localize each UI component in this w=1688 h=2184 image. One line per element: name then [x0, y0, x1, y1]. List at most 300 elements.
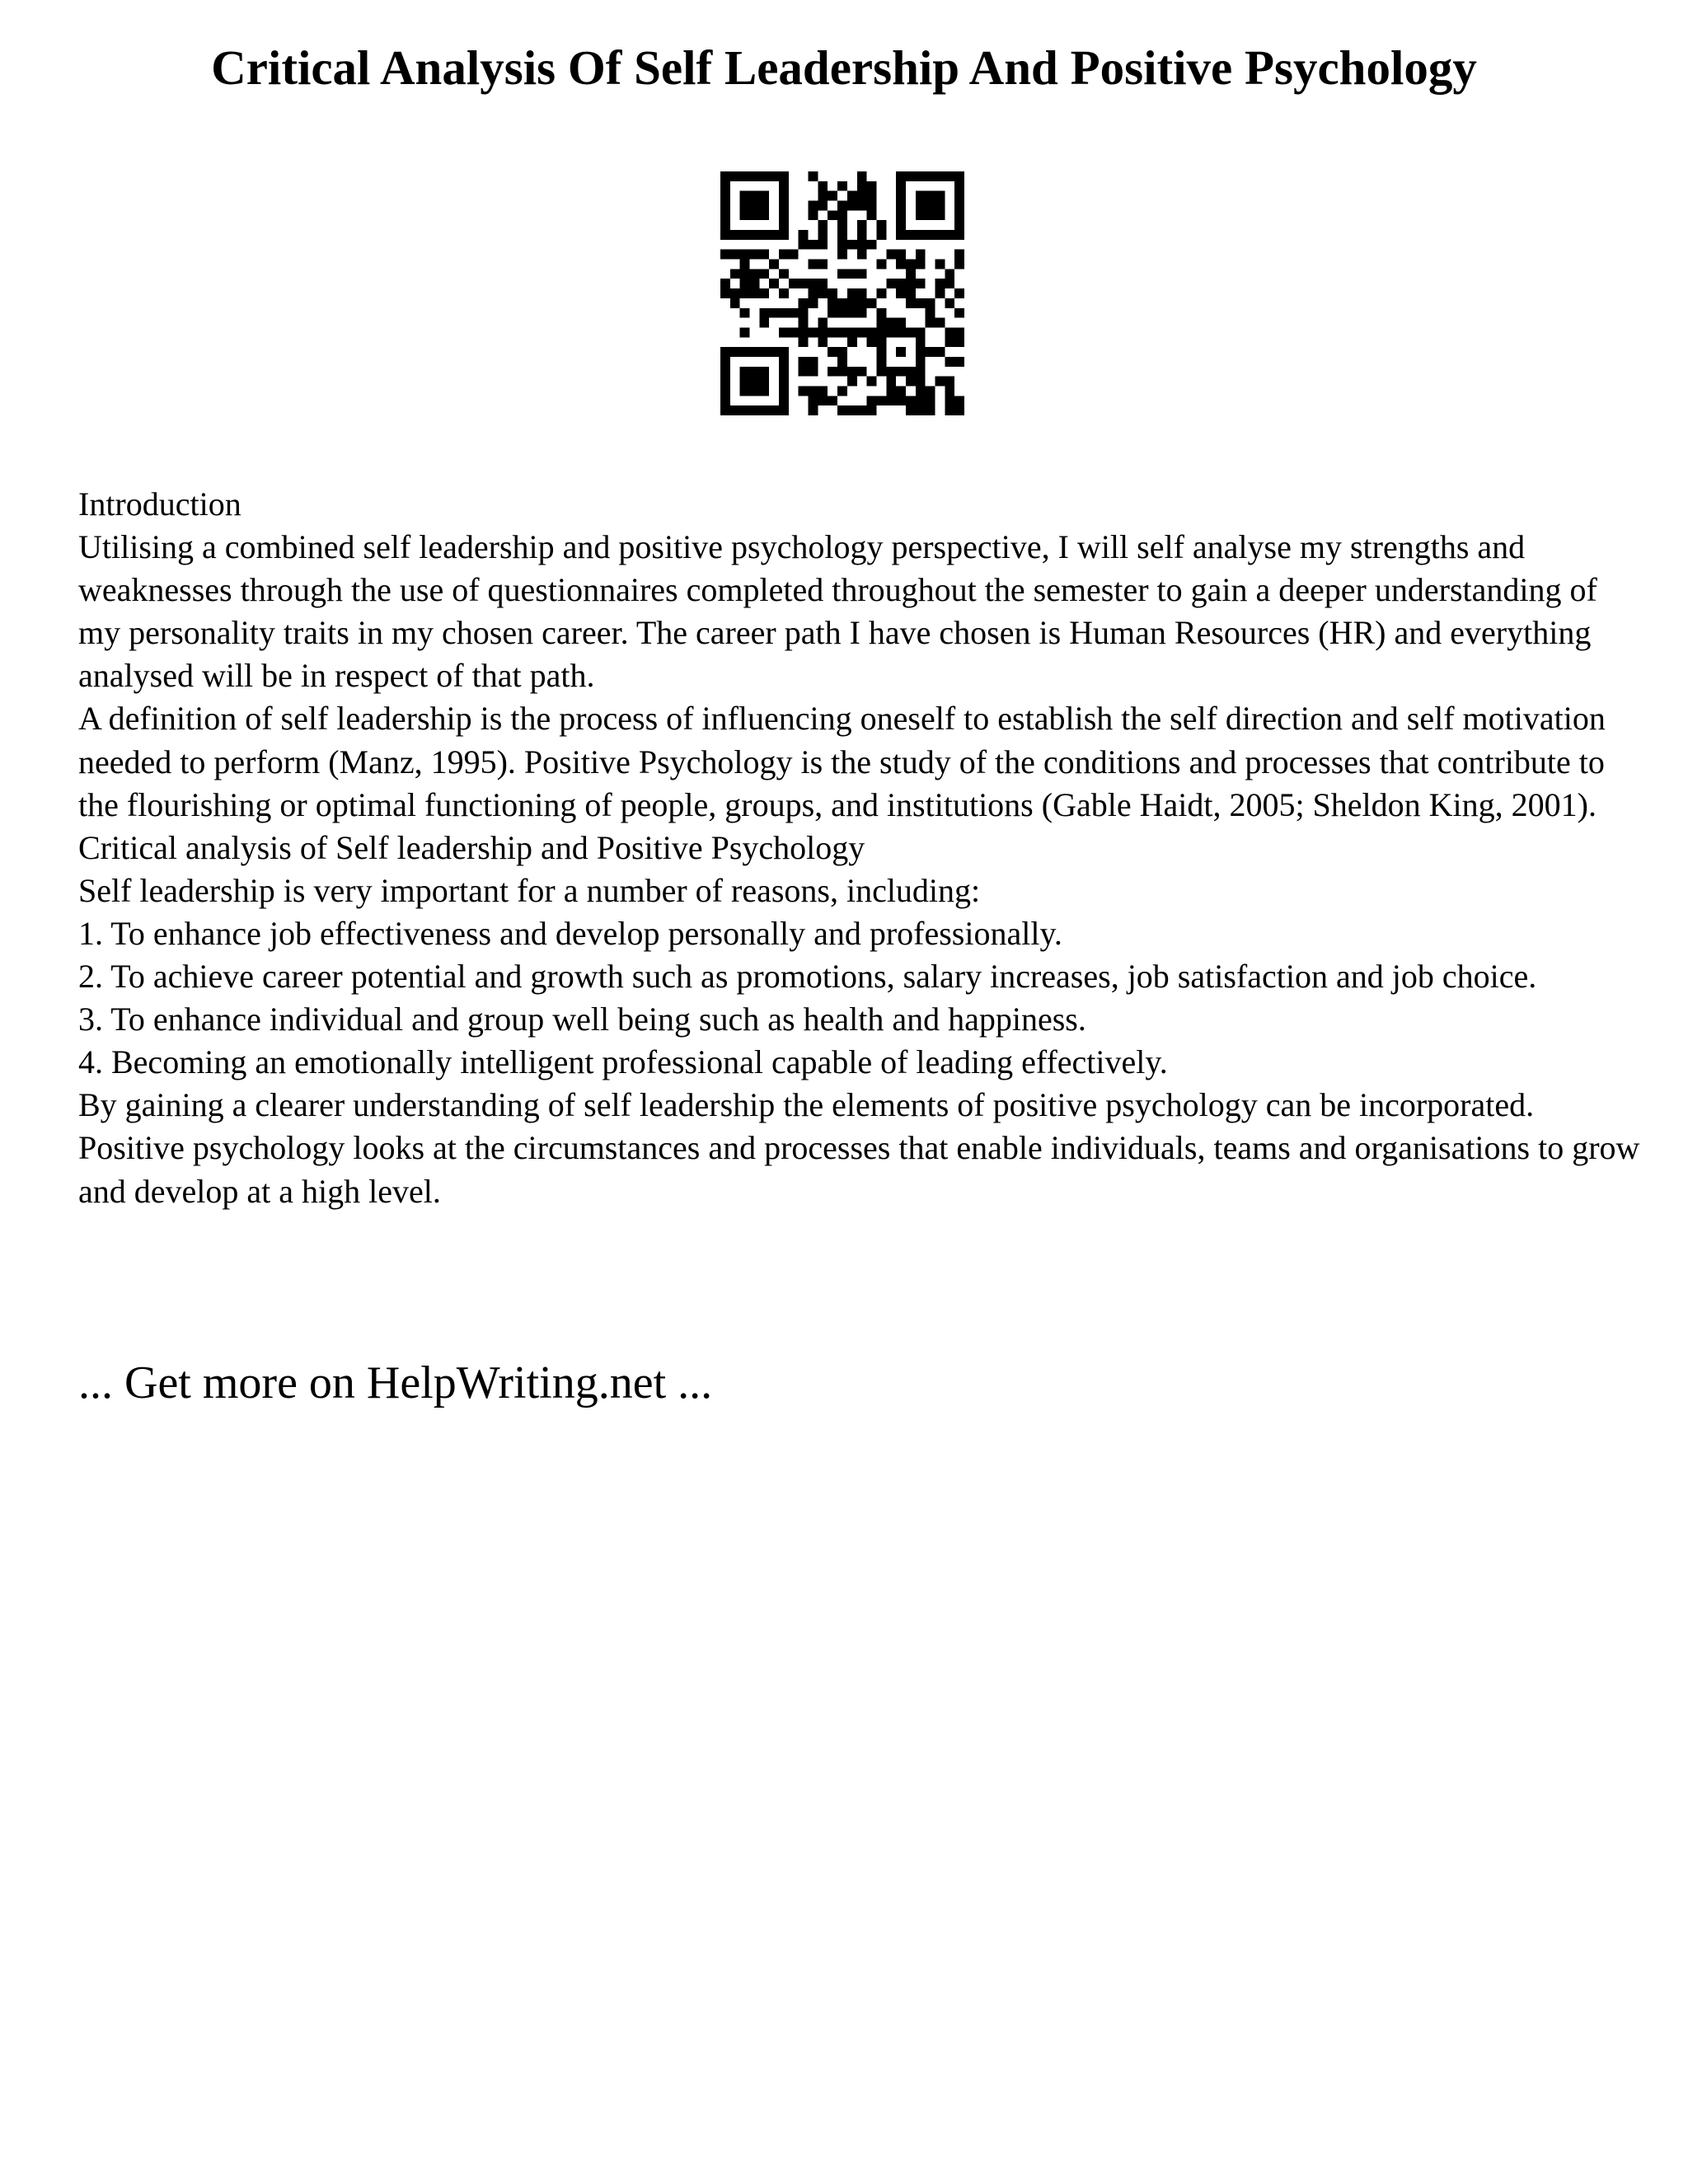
qr-module [779, 171, 789, 181]
qr-module [945, 377, 954, 387]
qr-module [837, 210, 847, 220]
qr-module [720, 288, 730, 298]
qr-module [954, 337, 964, 347]
qr-module [837, 298, 847, 308]
qr-module [847, 288, 857, 298]
qr-module [837, 201, 847, 211]
qr-module [945, 396, 954, 405]
qr-module [867, 337, 877, 347]
qr-module [926, 298, 935, 308]
qr-module [906, 230, 916, 240]
qr-module [954, 396, 964, 405]
qr-module [876, 347, 886, 357]
qr-module [809, 405, 818, 415]
qr-module [954, 210, 964, 220]
qr-module [828, 308, 837, 318]
qr-module [867, 210, 877, 220]
qr-module [954, 230, 964, 240]
qr-module [867, 298, 877, 308]
qr-module [828, 347, 837, 357]
qr-module [945, 171, 954, 181]
qr-module [720, 210, 730, 220]
qr-module [837, 386, 847, 396]
qr-module [876, 260, 886, 269]
qr-module [779, 210, 789, 220]
qr-module [857, 220, 867, 230]
qr-module [876, 357, 886, 367]
qr-module [876, 396, 886, 405]
qr-module [935, 201, 945, 211]
qr-module [896, 191, 906, 201]
qr-module [935, 279, 945, 288]
qr-module [896, 288, 906, 298]
qr-module [857, 308, 867, 318]
qr-module [906, 396, 916, 405]
qr-module [779, 377, 789, 387]
qr-module [779, 288, 789, 298]
qr-module [837, 220, 847, 230]
qr-module [926, 318, 935, 328]
qr-module [847, 240, 857, 250]
qr-module [867, 327, 877, 337]
qr-module [818, 386, 828, 396]
qr-module [779, 230, 789, 240]
qr-module [847, 377, 857, 387]
qr-module [730, 250, 740, 260]
qr-module [926, 347, 935, 357]
qr-module [867, 396, 877, 405]
qr-module [750, 405, 760, 415]
list-item: 4. Becoming an emotionally intelligent professional capable of leading effectively. [78, 1043, 1168, 1081]
qr-module [779, 201, 789, 211]
qr-module [876, 288, 886, 298]
qr-module [896, 171, 906, 181]
qr-module [750, 230, 760, 240]
qr-module [750, 210, 760, 220]
qr-module [799, 318, 809, 328]
qr-module [799, 308, 809, 318]
qr-module [837, 181, 847, 191]
qr-module [720, 347, 730, 357]
list-item: 3. To enhance individual and group well being such as health and happiness. [78, 1001, 1086, 1038]
qr-module [926, 396, 935, 405]
qr-module [769, 279, 779, 288]
qr-module [779, 191, 789, 201]
qr-module [720, 279, 730, 288]
qr-module [857, 181, 867, 191]
qr-module [876, 318, 886, 328]
qr-module [935, 171, 945, 181]
qr-module [896, 181, 906, 191]
qr-module [926, 171, 935, 181]
qr-module [750, 347, 760, 357]
qr-module [740, 308, 750, 318]
qr-module [886, 367, 896, 377]
qr-module [809, 171, 818, 181]
qr-module [789, 279, 799, 288]
qr-module [916, 405, 926, 415]
qr-module [926, 230, 935, 240]
qr-module [867, 240, 877, 250]
qr-module [916, 396, 926, 405]
qr-code-icon [720, 171, 964, 415]
qr-module [926, 386, 935, 396]
qr-module [906, 298, 916, 308]
qr-module [886, 318, 896, 328]
qr-module [847, 337, 857, 347]
qr-module [857, 405, 867, 415]
qr-module [886, 386, 896, 396]
qr-module [916, 260, 926, 269]
qr-module [916, 191, 926, 201]
qr-module [750, 191, 760, 201]
qr-module [750, 250, 760, 260]
qr-module [896, 210, 906, 220]
qr-module [799, 367, 809, 377]
qr-module [935, 288, 945, 298]
qr-module [799, 230, 809, 240]
qr-module [906, 279, 916, 288]
qr-module [779, 327, 789, 337]
qr-module [809, 260, 818, 269]
qr-module [886, 250, 896, 260]
qr-module [740, 377, 750, 387]
qr-module [759, 288, 769, 298]
qr-module [828, 210, 837, 220]
qr-module [818, 327, 828, 337]
qr-module [779, 367, 789, 377]
qr-module [750, 279, 760, 288]
qr-module [876, 337, 886, 347]
qr-module [837, 367, 847, 377]
qr-module [935, 347, 945, 357]
section-heading-introduction: Introduction [78, 485, 241, 523]
qr-module [896, 318, 906, 328]
qr-module [769, 405, 779, 415]
qr-module [769, 347, 779, 357]
qr-module [837, 240, 847, 250]
qr-module [769, 171, 779, 181]
qr-module [789, 308, 799, 318]
qr-module [906, 260, 916, 269]
section-heading-critical-analysis: Critical analysis of Self leadership and Positive Psychology [78, 828, 865, 866]
qr-module [789, 250, 799, 260]
qr-module [896, 347, 906, 357]
qr-module [759, 171, 769, 181]
qr-module [876, 220, 886, 230]
qr-module [896, 386, 906, 396]
qr-module [847, 405, 857, 415]
qr-module [916, 367, 926, 377]
qr-module [954, 288, 964, 298]
qr-module [954, 260, 964, 269]
qr-module [896, 201, 906, 211]
qr-module [818, 240, 828, 250]
qr-module [828, 327, 837, 337]
qr-module [720, 230, 730, 240]
qr-module [759, 367, 769, 377]
qr-module [837, 230, 847, 240]
qr-module [740, 327, 750, 337]
qr-module [730, 288, 740, 298]
qr-module [954, 191, 964, 201]
qr-module [730, 171, 740, 181]
qr-module [837, 405, 847, 415]
qr-module [837, 327, 847, 337]
qr-code [720, 171, 964, 415]
qr-module [759, 250, 769, 260]
qr-module [740, 260, 750, 269]
paragraph-intro: Utilising a combined self leadership and positive psychology perspective, I will self analyse my strengths and weaknesses through the use of questionnaires completed throughout the semester to gain a deeper understanding of my personality traits in my chosen career. The career path I have chosen is Human Resources (HR) and everything analysed will be in respect of that path. [78, 528, 1597, 695]
qr-module [720, 396, 730, 405]
qr-module [945, 337, 954, 347]
qr-module [906, 377, 916, 387]
qr-module [857, 201, 867, 211]
qr-module [945, 230, 954, 240]
qr-module [857, 288, 867, 298]
qr-module [916, 279, 926, 288]
qr-module [799, 357, 809, 367]
qr-module [779, 357, 789, 367]
qr-module [740, 171, 750, 181]
qr-module [809, 210, 818, 220]
qr-module [886, 396, 896, 405]
qr-module [916, 327, 926, 337]
qr-module [954, 327, 964, 337]
qr-module [720, 250, 730, 260]
qr-module [867, 201, 877, 211]
page-title: Critical Analysis Of Self Leadership And Positive Psychology [211, 40, 1477, 95]
qr-module [935, 318, 945, 328]
qr-module [799, 327, 809, 337]
qr-module [916, 357, 926, 367]
qr-module [886, 377, 896, 387]
list-item: 2. To achieve career potential and growth such as promotions, salary increases, job satisfaction and job choice. [78, 958, 1537, 996]
qr-module [809, 298, 818, 308]
qr-module [720, 191, 730, 201]
qr-module [779, 250, 789, 260]
qr-module [857, 230, 867, 240]
qr-module [954, 201, 964, 211]
qr-module [906, 269, 916, 279]
qr-module [828, 396, 837, 405]
qr-module [896, 250, 906, 260]
qr-module [750, 171, 760, 181]
qr-module [809, 288, 818, 298]
qr-module [759, 347, 769, 357]
qr-module [935, 230, 945, 240]
qr-module [720, 171, 730, 181]
qr-module [906, 367, 916, 377]
qr-module [799, 240, 809, 250]
qr-module [720, 405, 730, 415]
qr-module [926, 210, 935, 220]
qr-module [857, 269, 867, 279]
qr-module [740, 367, 750, 377]
qr-module [847, 367, 857, 377]
qr-module [896, 230, 906, 240]
qr-module [799, 337, 809, 347]
qr-module [759, 377, 769, 387]
qr-module [916, 171, 926, 181]
qr-module [740, 279, 750, 288]
qr-module [896, 279, 906, 288]
qr-module [740, 288, 750, 298]
qr-module [740, 347, 750, 357]
qr-module [847, 269, 857, 279]
qr-module [759, 308, 769, 318]
qr-module [867, 377, 877, 387]
qr-module [857, 191, 867, 201]
qr-module [916, 230, 926, 240]
qr-module [720, 357, 730, 367]
qr-module [828, 288, 837, 298]
qr-module [828, 298, 837, 308]
list-item: 1. To enhance job effectiveness and develop personally and professionally. [78, 914, 1062, 952]
qr-module [740, 405, 750, 415]
qr-module [876, 367, 886, 377]
qr-module [896, 260, 906, 269]
paragraph-definitions: A definition of self leadership is the process of influencing oneself to establish the self direction and self motivation needed to perform (Manz, 1995). Positive Psychology is the study of the conditions and processes that contribute to the flourishing or optimal functioning of people, groups, and institutions (Gable Haidt, 2005; Sheldon King, 2001). [78, 700, 1606, 823]
qr-module [779, 405, 789, 415]
qr-module [954, 308, 964, 318]
qr-module [809, 240, 818, 250]
qr-module [818, 220, 828, 230]
qr-module [809, 279, 818, 288]
paragraph-reasons-lead: Self leadership is very important for a number of reasons, including: [78, 871, 981, 909]
qr-module [818, 279, 828, 288]
qr-module [935, 377, 945, 387]
qr-module [945, 327, 954, 337]
qr-module [720, 220, 730, 230]
qr-module [818, 230, 828, 240]
qr-module [759, 318, 769, 328]
qr-module [935, 191, 945, 201]
qr-module [837, 250, 847, 260]
qr-module [847, 191, 857, 201]
qr-module [720, 367, 730, 377]
qr-module [769, 230, 779, 240]
qr-module [769, 308, 779, 318]
qr-module [867, 191, 877, 201]
qr-module [906, 288, 916, 298]
qr-module [857, 171, 867, 181]
qr-module [779, 396, 789, 405]
qr-module [740, 201, 750, 211]
qr-module [867, 405, 877, 415]
qr-module [759, 191, 769, 201]
qr-module [876, 327, 886, 337]
qr-module [857, 240, 867, 250]
qr-module [916, 386, 926, 396]
qr-module [759, 210, 769, 220]
qr-module [740, 230, 750, 240]
qr-module [954, 405, 964, 415]
qr-module [720, 201, 730, 211]
qr-module [876, 230, 886, 240]
document-body [78, 483, 1644, 1213]
qr-module [916, 250, 926, 260]
qr-module [818, 260, 828, 269]
qr-module [818, 288, 828, 298]
qr-module [799, 386, 809, 396]
qr-module [828, 367, 837, 377]
qr-module [876, 308, 886, 318]
qr-module [916, 337, 926, 347]
qr-module [926, 191, 935, 201]
qr-module [847, 298, 857, 308]
qr-module [857, 298, 867, 308]
qr-module [818, 181, 828, 191]
qr-module [779, 181, 789, 191]
qr-module [926, 405, 935, 415]
qr-module [809, 396, 818, 405]
qr-module [945, 405, 954, 415]
qr-module [926, 201, 935, 211]
qr-module [886, 279, 896, 288]
qr-module [847, 327, 857, 337]
qr-module [779, 220, 789, 230]
qr-module [809, 367, 818, 377]
qr-module [740, 210, 750, 220]
qr-module [740, 250, 750, 260]
qr-module [779, 269, 789, 279]
qr-module [750, 386, 760, 396]
qr-module [847, 201, 857, 211]
qr-module [954, 220, 964, 230]
qr-module [945, 298, 954, 308]
qr-module [954, 250, 964, 260]
qr-module [857, 327, 867, 337]
qr-module [740, 386, 750, 396]
qr-module [720, 181, 730, 191]
qr-module [730, 298, 740, 308]
qr-module [789, 327, 799, 337]
qr-module [847, 308, 857, 318]
qr-module [730, 230, 740, 240]
qr-module [867, 181, 877, 191]
qr-module [916, 377, 926, 387]
qr-module [926, 308, 935, 318]
paragraph-conclusion: By gaining a clearer understanding of self leadership the elements of positive psychology can be incorporated. Positive psychology looks at the circumstances and processes that enable individuals, teams and organisations to grow and develop at a high level. [78, 1086, 1640, 1210]
qr-module [750, 201, 760, 211]
qr-module [935, 260, 945, 269]
qr-module [906, 171, 916, 181]
qr-module [818, 337, 828, 347]
get-more-link[interactable]: ... Get more on HelpWriting.net ... [78, 1357, 713, 1408]
qr-module [916, 298, 926, 308]
qr-module [906, 327, 916, 337]
qr-module [896, 327, 906, 337]
qr-module [818, 318, 828, 328]
qr-module [906, 405, 916, 415]
qr-module [916, 347, 926, 357]
qr-module [945, 357, 954, 367]
qr-module [759, 405, 769, 415]
qr-module [759, 230, 769, 240]
qr-module [750, 269, 760, 279]
qr-module [759, 201, 769, 211]
qr-module [896, 220, 906, 230]
qr-module [945, 386, 954, 396]
qr-module [759, 269, 769, 279]
qr-module [799, 298, 809, 308]
qr-module [730, 347, 740, 357]
qr-module [759, 386, 769, 396]
qr-module [857, 250, 867, 260]
qr-module [809, 327, 818, 337]
qr-module [945, 279, 954, 288]
